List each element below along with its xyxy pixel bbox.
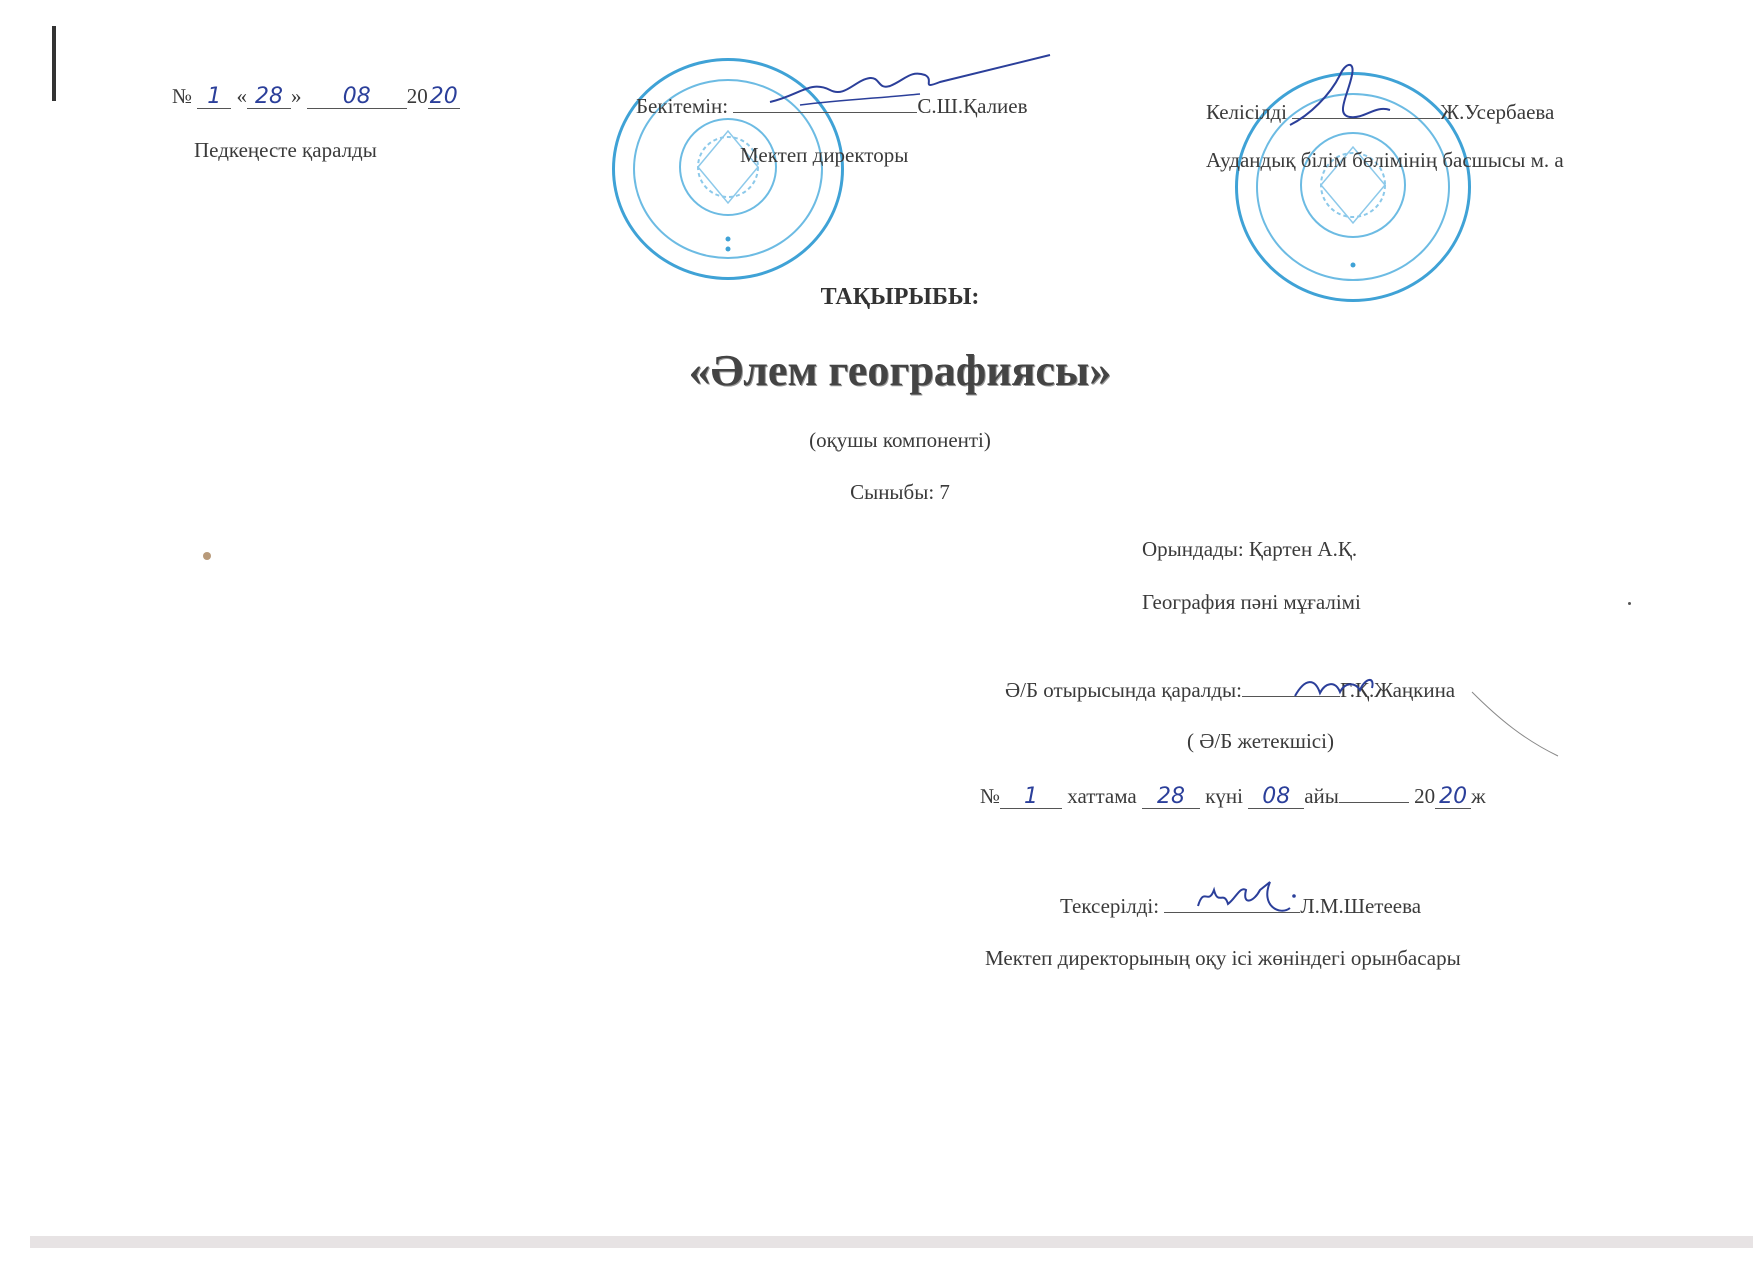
mo-meeting-label: Ә/Б отырысында қаралды: <box>1005 678 1242 702</box>
component-note: (оқушы компоненті) <box>809 428 991 452</box>
year-prefix: 20 <box>406 84 428 108</box>
approve-label: Бекітемін: <box>636 94 729 118</box>
scan-bottom-band <box>30 1236 1753 1248</box>
scan-stroke <box>1470 690 1560 760</box>
protocol-year-prefix: 20 <box>1414 784 1436 808</box>
approver-role: Мектеп директоры <box>740 143 909 167</box>
day-label: күні <box>1205 784 1243 808</box>
protocol-month: 08 <box>1248 786 1304 809</box>
mo-head-name: Г.Қ.Жаңкина <box>1340 678 1456 702</box>
mo-meeting-line <box>1005 676 1455 703</box>
protocol-number-sign: № <box>980 784 1001 808</box>
topic-label: ТАҚЫРЫБЫ: <box>820 284 980 310</box>
scan-artifact-line <box>52 26 56 101</box>
checked-role: Мектеп директорының оқу ісі жөніндегі орынбасары <box>985 946 1461 970</box>
author-role: География пәні мұғалімі <box>1142 590 1361 614</box>
protocol-number-value: 1 <box>197 86 231 109</box>
mo-head-signature <box>1290 668 1380 708</box>
done-by: Орындады: Қартен А.Қ. <box>1142 537 1358 561</box>
open-quote: « <box>236 84 248 108</box>
protocol-year-suffix: 20 <box>1435 786 1471 809</box>
protocol-number-line <box>172 84 460 109</box>
month-label: айы <box>1304 784 1339 808</box>
topic-title: «Әлем географиясы» <box>688 346 1112 395</box>
month-blank-line <box>1339 782 1409 803</box>
protocol-line <box>980 782 1486 809</box>
scan-speck <box>1628 602 1631 605</box>
agreed-name: Ж.Усербаева <box>1440 100 1555 124</box>
protocol-label: хаттама <box>1067 784 1137 808</box>
checked-name: Л.М.Шетеева <box>1300 894 1422 918</box>
director-signature <box>760 50 1060 120</box>
protocol-number: 1 <box>1000 786 1062 809</box>
mo-head-role: ( Ә/Б жетекшісі) <box>1187 729 1334 753</box>
year-suffix: 20 <box>429 84 458 109</box>
department-head-signature <box>1280 55 1420 135</box>
year-unit: ж <box>1471 784 1486 808</box>
scan-speck <box>203 552 211 560</box>
number-sign: № <box>172 84 193 108</box>
checked-label: Тексерілді: <box>1060 894 1160 918</box>
agreed-label: Келісілді <box>1206 100 1287 124</box>
date-month: 08 <box>307 86 407 109</box>
date-day: 28 <box>247 86 291 109</box>
protocol-day: 28 <box>1142 786 1200 809</box>
deputy-signature <box>1190 876 1300 926</box>
close-quote: » <box>291 84 302 108</box>
approver-name: С.Ш.Қалиев <box>917 94 1028 118</box>
grade: Сыныбы: 7 <box>850 480 950 504</box>
ped-council-reviewed: Педкеңесте қаралды <box>194 138 377 162</box>
agreed-role: Аудандық білім бөлімінің басшысы м. а <box>1206 148 1564 172</box>
